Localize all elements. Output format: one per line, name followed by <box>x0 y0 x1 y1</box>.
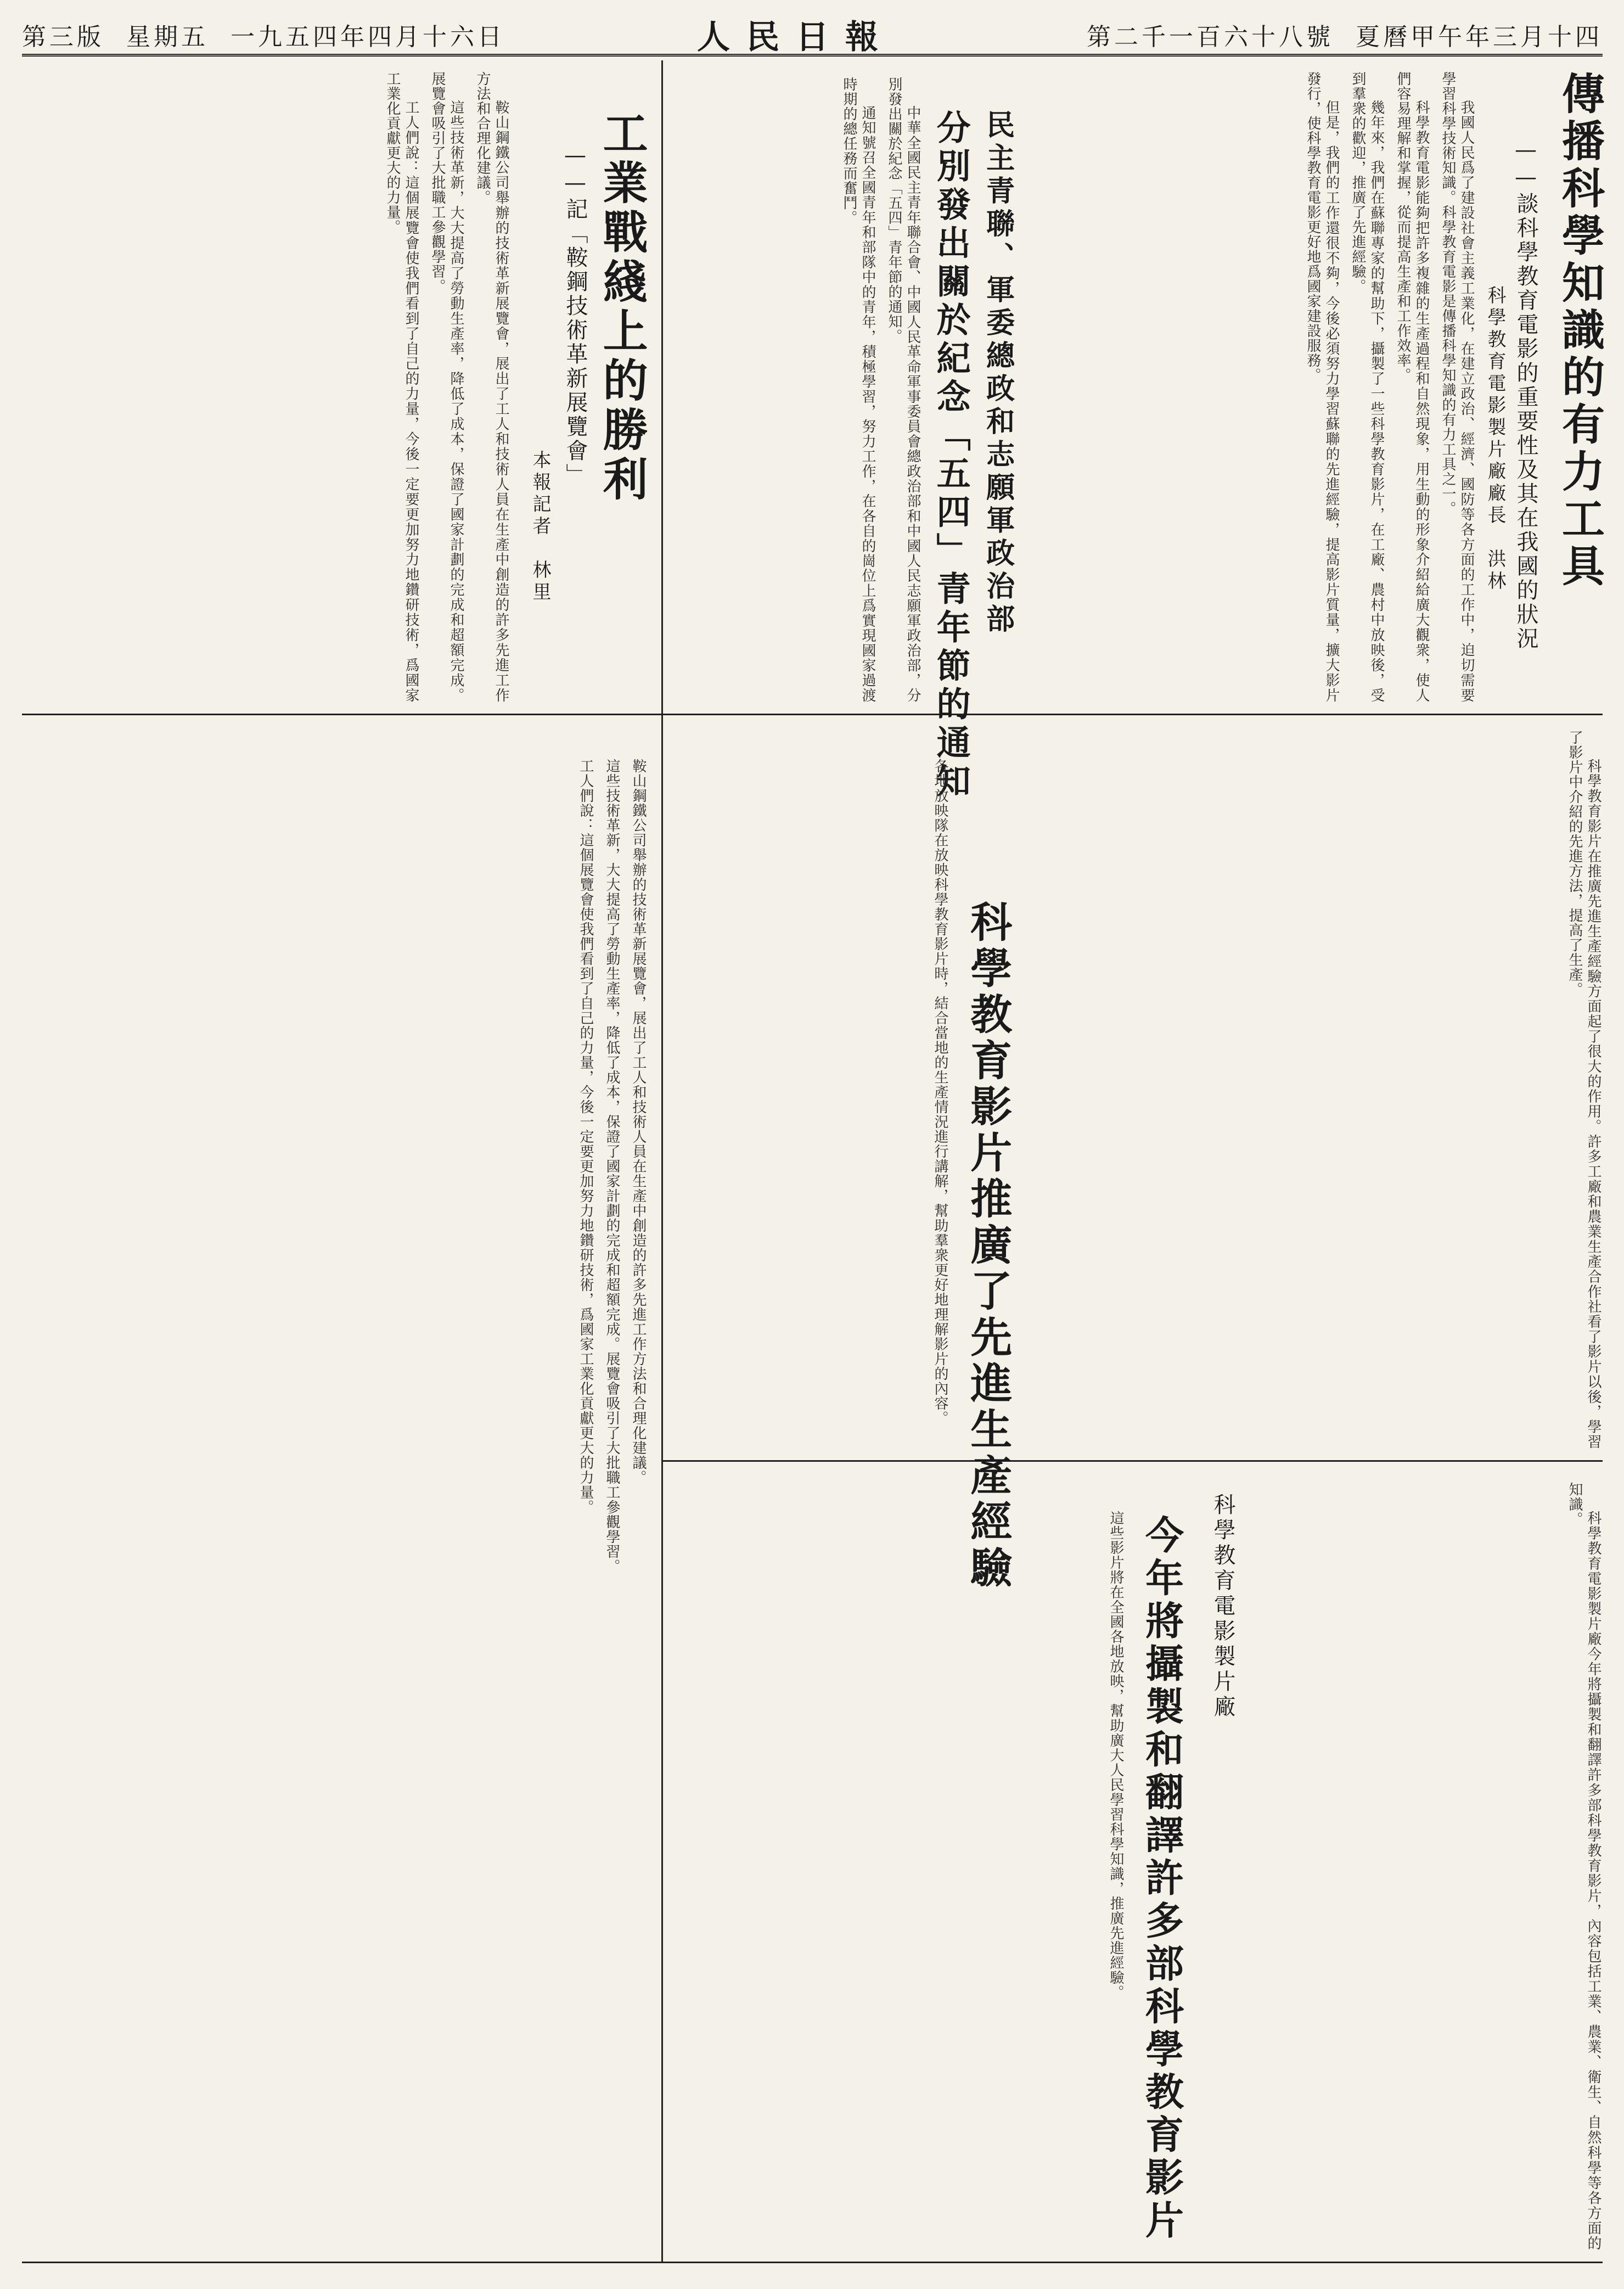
paragraph: 中華全國民主青年聯合會、中國人民革命軍事委員會總政治部和中國人民志願軍政治部，分別發出關於紀念「五四」青年節的通知。 <box>886 77 921 703</box>
bottom-rule <box>22 2262 1603 2263</box>
lunar-date-label: 夏曆甲午年三月十四 <box>1356 23 1603 51</box>
row-rule <box>22 714 1603 715</box>
paragraph: 科學教育電影製片廠今年將攝製和翻譯許多部科學教育影片，內容包括工業、農業、衛生、自然科學等各方面的知識。 <box>1566 1482 1601 2251</box>
paragraph: 工人們說：這個展覽會使我們看到了自己的力量，今後一定要更加努力地鑽研技術，爲國家工業化貢獻更大的力量。 <box>577 759 594 1514</box>
paragraph: 我國人民爲了建設社會主義工業化，在建立政治、經濟、國防等各方面的工作中，迫切需要學習科學技術知識。科學教育電影是傳播科學知識的有力工具之一。 <box>1440 71 1475 703</box>
article-science-tool-byline: 科學教育電影製片廠廠長 洪林 <box>1484 285 1506 593</box>
article-popularize-body-right <box>1021 730 1603 1449</box>
article-popularize-headline: 科學教育影片推廣了先進生產經驗 <box>963 900 1013 1592</box>
paragraph: 各地放映隊在放映科學教育影片時，結合當地的生產情況進行講解，幫助羣衆更好地理解影片的內容。 <box>932 759 948 1426</box>
paragraph: 鞍山鋼鐵公司舉辦的技術革新展覽會，展出了工人和技術人員在生產中創造的許多先進工作方法和合理化建議。 <box>630 759 647 1485</box>
paragraph: 工人們說：這個展覽會使我們看到了自己的力量，今後一定要更加努力地鑽研技術，爲國家工業化貢獻更大的力量。 <box>384 71 419 703</box>
page-label: 第三版 <box>22 23 104 51</box>
article-science-tool-subtitle: ——談科學教育電影的重要性及其在我國的狀況 <box>1513 137 1538 651</box>
article-industry-continued-body <box>27 730 648 2251</box>
paragraph: 鞍山鋼鐵公司舉辦的技術革新展覽會，展出了工人和技術人員在生產中創造的許多先進工作方法和合理化建議。 <box>474 71 509 703</box>
masthead <box>22 15 1603 57</box>
article-popularize-body-left <box>675 730 949 1449</box>
paragraph: 但是，我們的工作還很不夠，今後必須努力學習蘇聯的先進經驗，提高影片質量，擴大影片發行，使科學教育電影更好地爲國家建設服務。 <box>1305 71 1340 703</box>
article-this-year-headline: 今年將攝製和翻譯許多部科學教育影片 <box>1139 1515 1185 2243</box>
paper-name: 人民日報 <box>697 18 895 57</box>
masthead-left <box>22 17 505 52</box>
article-this-year-body-left <box>675 1482 1125 2251</box>
date-label: 一九五四年四月十六日 <box>231 23 505 51</box>
article-science-tool-headline: 傳播科學知識的有力工具 <box>1555 71 1605 591</box>
article-industry-byline: 本報記者 林里 <box>529 450 551 604</box>
paragraph: 這些技術革新，大大提高了勞動生產率，降低了成本，保證了國家計劃的完成和超額完成。展覽會吸引了大批職工參觀學習。 <box>604 759 620 1574</box>
column-rule <box>661 60 663 714</box>
article-may-fourth-body <box>675 77 922 703</box>
weekday-label: 星期五 <box>126 23 209 51</box>
paragraph: 通知號召全國青年和部隊中的青年，積極學習，努力工作，在各自的崗位上爲實現國家過渡時期的總任務而奮鬥。 <box>841 77 876 703</box>
article-industry-body <box>27 71 510 703</box>
paragraph: 科學教育影片在推廣先進生產經驗方面起了很大的作用。許多工廠和農業生產合作社看了影片以後，學習了影片中介紹的先進方法，提高了生產。 <box>1566 730 1601 1449</box>
masthead-right <box>1087 17 1603 52</box>
article-may-fourth-headline-1: 民主青聯、軍委總政和志願軍政治部 <box>981 110 1015 637</box>
issue-label: 第二千一百六十八號 <box>1087 23 1334 51</box>
article-this-year-body-right <box>1273 1482 1603 2251</box>
paragraph: 科學教育電影能夠把許多複雜的生產過程和自然現象，用生動的形象介紹給廣大觀衆，使人們容易理解和掌握，從而提高生產和工作效率。 <box>1395 71 1430 703</box>
article-this-year-kicker: 科學教育電影製片廠 <box>1210 1493 1235 1720</box>
paragraph: 這些影片將在全國各地放映，幫助廣大人民學習科學知識，推廣先進經驗。 <box>1108 1511 1124 2000</box>
article-may-fourth-headline-2: 分別發出關於紀念「五四」青年節的通知 <box>931 110 971 801</box>
paragraph: 這些技術革新，大大提高了勞動生產率，降低了成本，保證了國家計劃的完成和超額完成。展覽會吸引了大批職工參觀學習。 <box>429 71 464 703</box>
article-industry-subtitle: ——記「鞍鋼技術革新展覽會」 <box>563 143 588 487</box>
column-rule <box>661 714 663 2262</box>
row-rule <box>661 1460 1603 1462</box>
paragraph: 幾年來，我們在蘇聯專家的幫助下，攝製了一些科學教育影片，在工廠、農村中放映後，受到羣衆的歡迎，推廣了先進經驗。 <box>1350 71 1385 703</box>
article-industry-headline: 工業戰綫上的勝利 <box>595 110 649 505</box>
